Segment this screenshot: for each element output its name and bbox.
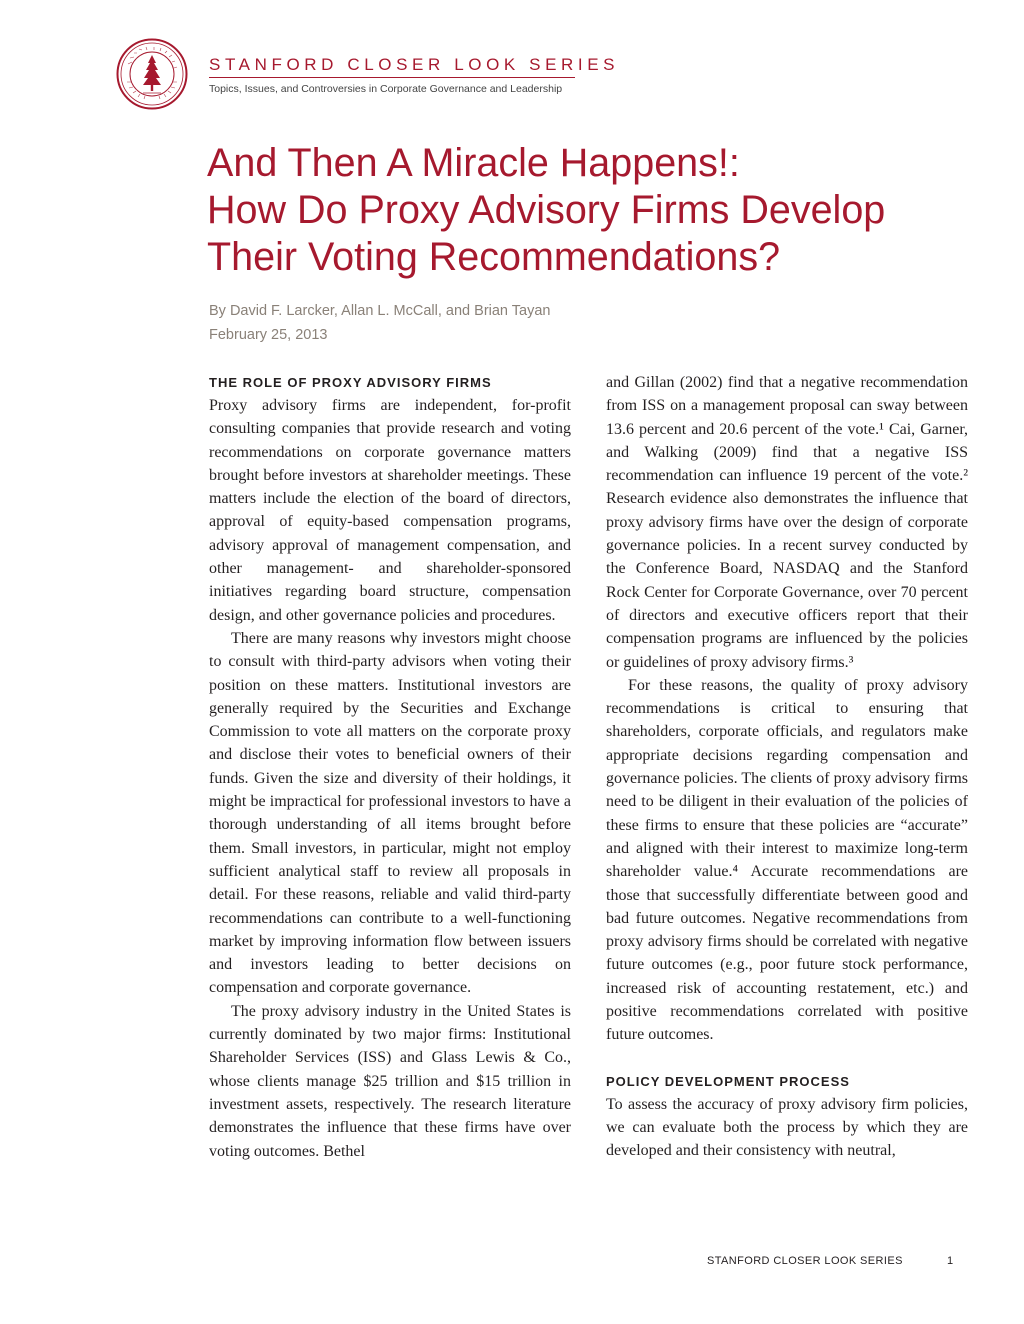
paragraph: For these reasons, the quality of proxy advisory recommendations is critical to ensuring that shareholders, corporate officials, and regulators make appropriate decisions regarding compensation and governance policies. The clients of proxy advisory firms need to be diligent in their evaluation of the policies of these firms to ensure that these policies are “accurate” and aligned with their interest to maximize long-term shareholder value.⁴ Accurate recommendations are those that successfully differentiate between good and bad future outcomes. Negative recommendations from proxy advisory firms should be correlated with negative future outcomes (e.g., poor future stock performance, increased risk of accounting restatement, etc.) and positive recommendations correlated with positive future outcomes.: [606, 676, 968, 1044]
paragraph: and Gillan (2002) find that a negative recommendation from ISS on a management proposal can sway between 13.6 percent and 20.6 percent of the vote.¹ Cai, Garner, and Walking (2009) find that a negative ISS recommendation can influence 19 percent of the vote.² Research evidence also demonstrates the influence that proxy advisory firms have over the design of corporate governance policies. In a recent survey conducted by the Conference Board, NASDAQ and the Stanford Rock Center for Corporate Governance, over 70 percent of directors and executive officers report that their compensation programs are influenced by the policies or guidelines of proxy advisory firms.³: [606, 374, 968, 671]
left-column: [209, 371, 571, 1163]
series-divider: [209, 77, 575, 78]
paragraph: The proxy advisory industry in the United States is currently dominated by two major firms: Institutional Shareholder Services (ISS) and Glass Lewis & Co., whose clients manage $25 trillion and $15 trillion in investment assets, respectively. The research literature demonstrates the influence that these firms have over voting outcomes. Bethel: [209, 1002, 571, 1160]
paragraph: To assess the accuracy of proxy advisory firm policies, we can evaluate both the process by which they are developed and their consistency with neutral,: [606, 1095, 968, 1160]
series-title: STANFORD CLOSER LOOK SERIES: [209, 55, 620, 74]
page-title: [207, 140, 997, 281]
paragraph: Proxy advisory firms are independent, for-profit consulting companies that provide research and voting recommendations on corporate governance matters brought before investors at shareholder meetings. These matters include the election of the board of directors, approval of equity-based compensation programs, advisory approval of management compensation, and other management- and shareholder-sponsored initiatives regarding board structure, compensation design, and other governance policies and procedures.: [209, 397, 571, 624]
publication-date: February 25, 2013: [209, 327, 328, 343]
section-heading: POLICY DEVELOPMENT PROCESS: [606, 1073, 850, 1089]
series-subtitle: Topics, Issues, and Controversies in Corporate Governance and Leadership: [209, 83, 563, 95]
right-column: [606, 371, 968, 1163]
title-line: And Then A Miracle Happens!:: [207, 141, 740, 185]
paragraph: There are many reasons why investors might choose to consult with third-party advisors when voting their position on these matters. Institutional investors are generally required by the Securities and Exchange Commission to vote all matters on the corporate proxy and disclose their votes to beneficial owners of their funds. Given the size and diversity of their holdings, it might be impractical for professional investors to have a thorough understanding of all items brought before them. Small investors, in particular, might not employ sufficient analytical staff to review all proposals in detail. For these reasons, reliable and valid third-party recommendations can contribute to a well-functioning market by improving information flow between issuers and investors leading to better decisions on compensation and corporate governance.: [209, 629, 571, 997]
byline: By David F. Larcker, Allan L. McCall, and Brian Tayan: [209, 303, 551, 319]
section-heading: THE ROLE OF PROXY ADVISORY FIRMS: [209, 375, 492, 390]
footer-series-label: STANFORD CLOSER LOOK SERIES: [707, 1255, 903, 1267]
title-line: Their Voting Recommendations?: [207, 235, 781, 279]
title-line: How Do Proxy Advisory Firms Develop: [207, 188, 886, 232]
stanford-seal-logo: [116, 38, 188, 110]
page-number: 1: [947, 1255, 954, 1267]
